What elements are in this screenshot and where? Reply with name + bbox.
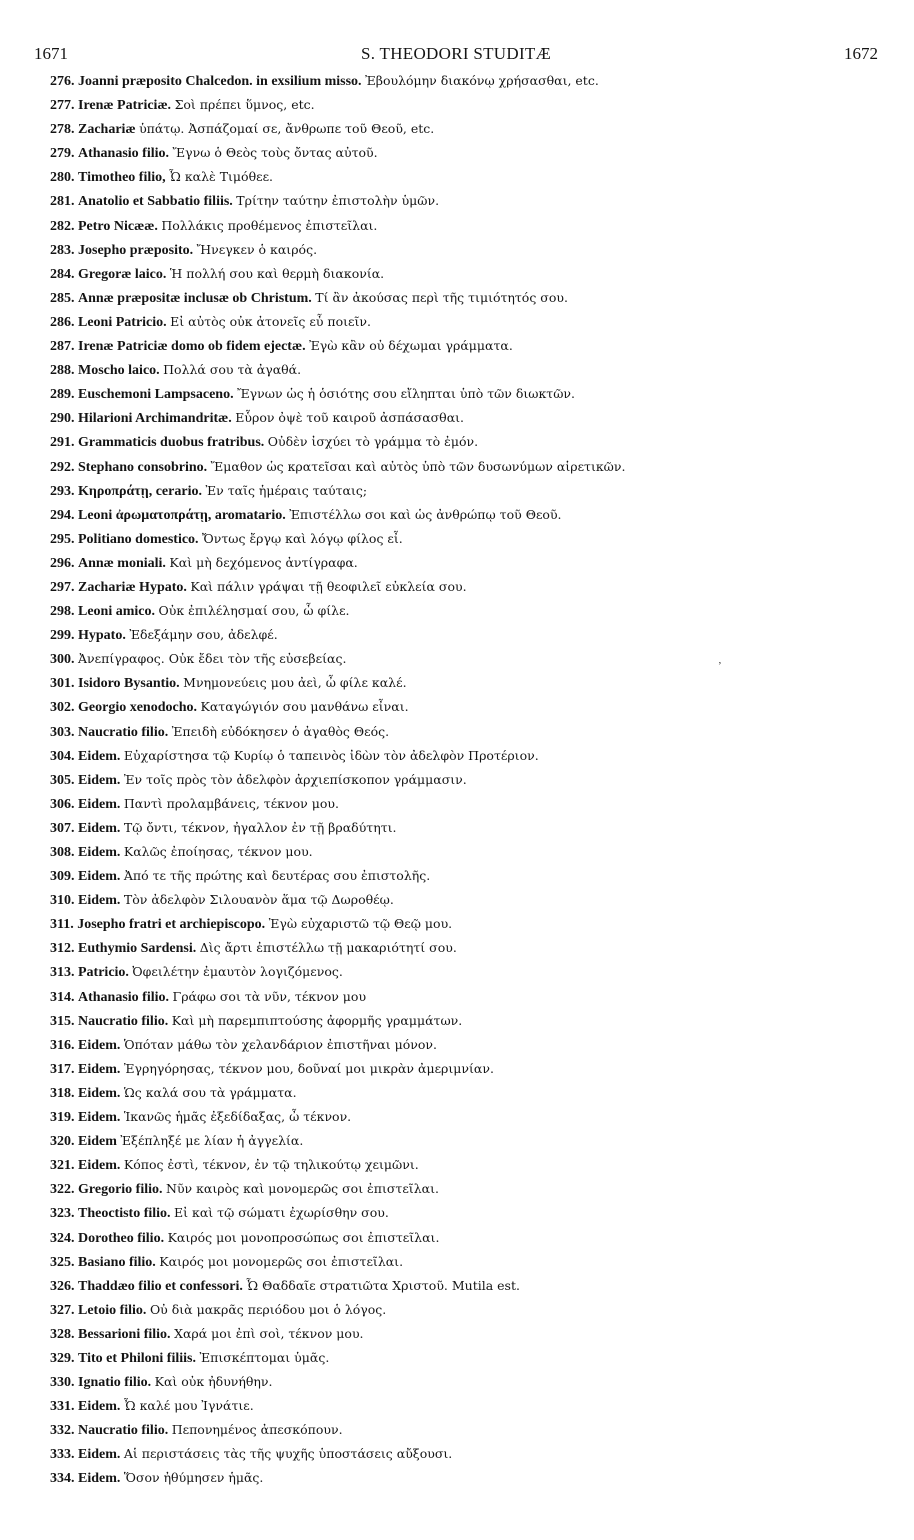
letter-entry (50, 671, 900, 695)
entry-recipient: Eidem. (78, 820, 121, 836)
entry-number: 322. (50, 1182, 75, 1198)
letter-entry (50, 214, 900, 238)
letter-entry (50, 695, 900, 719)
letter-entry (50, 1274, 900, 1298)
entry-incipit: Τί ἂν ἀκούσας περὶ τῆς τιμιότητός σου. (315, 289, 568, 305)
letter-entry (50, 165, 900, 189)
entry-incipit: Πολλά σου τὰ ἀγαθά. (163, 362, 302, 378)
entry-number: 306. (50, 796, 75, 812)
entry-number: 329. (50, 1350, 75, 1366)
entry-incipit: Ὀφειλέτην ἐμαυτὸν λογιζόμενος. (132, 964, 343, 980)
entry-incipit: Ἐπιστέλλω σοι καὶ ὡς ἀνθρώπῳ τοῦ Θεοῦ. (289, 506, 562, 522)
letter-entry (50, 141, 900, 165)
entry-recipient: Stephano consobrino. (78, 459, 208, 475)
entry-number: 290. (50, 411, 75, 427)
letter-entry (50, 1370, 900, 1394)
entry-recipient: Naucratio filio. (78, 724, 169, 740)
letter-entry (50, 1201, 900, 1225)
letter-entry (50, 1081, 900, 1105)
letter-entry (50, 792, 900, 816)
entry-recipient: Irenæ Patriciæ. (78, 98, 172, 114)
entry-number: 283. (50, 242, 75, 258)
entry-recipient: Anatolio et Sabbatio filiis. (78, 194, 233, 210)
letter-entry (50, 575, 900, 599)
entry-number: 305. (50, 772, 75, 788)
entry-recipient: Annæ moniali. (78, 555, 166, 571)
entry-incipit: Εἰ αὐτὸς οὐκ ἀτονεῖς εὖ ποιεῖν. (170, 313, 371, 329)
entry-recipient: Leoni Patricio. (78, 314, 167, 330)
letter-entry (50, 816, 900, 840)
entry-incipit: Ἐδεξάμην σου, ἀδελφέ. (129, 627, 278, 643)
letter-entry (50, 1250, 900, 1274)
entry-recipient: Eidem. (78, 1085, 121, 1101)
entry-incipit: Οὐκ ἐπιλέλησμαί σου, ὦ φίλε. (158, 603, 350, 619)
entry-recipient: Eidem (78, 1134, 117, 1150)
entry-recipient: Eidem. (78, 1110, 121, 1126)
entry-incipit: Καιρός μοι μονοπροσώπως σοι ἐπιστεῖλαι. (167, 1229, 440, 1245)
entry-recipient: Annæ præpositæ inclusæ ob Christum. (78, 290, 312, 306)
entry-recipient: Naucratio filio. (78, 1423, 169, 1439)
entry-recipient: Joanni præposito Chalcedon. in exsilium misso. (78, 74, 362, 89)
letter-entry (50, 334, 900, 358)
entry-number: 313. (50, 965, 75, 981)
letter-entry (50, 1033, 900, 1057)
letter-entry (50, 117, 900, 141)
entry-number: 282. (50, 218, 75, 234)
entry-incipit: Τῷ ὄντι, τέκνον, ἠγαλλον ἐν τῇ βραδύτητι. (123, 819, 397, 835)
entry-number: 296. (50, 555, 75, 571)
entry-recipient: Letoio filio. (78, 1302, 147, 1318)
entry-incipit: Ἐξέπληξέ με λίαν ἡ ἀγγελία. (120, 1133, 304, 1149)
entry-number: 278. (50, 122, 75, 138)
entry-incipit: Ἔγνω ὁ Θεὸς τοὺς ὄντας αὐτοῦ. (172, 145, 378, 161)
entry-number: 309. (50, 869, 75, 885)
letter-entry (50, 768, 900, 792)
entry-incipit: Ὦ καλὲ Τιμόθεε. (169, 169, 274, 185)
letter-entry (50, 189, 900, 213)
letter-entry (50, 1466, 900, 1490)
entry-recipient: Theoctisto filio. (78, 1206, 171, 1222)
entry-incipit: Γράφω σοι τὰ νῦν, τέκνον μου (172, 988, 367, 1004)
letter-entry (50, 647, 900, 671)
entry-incipit: Ἤνεγκεν ὁ καιρός. (196, 241, 318, 257)
entry-number: 303. (50, 724, 75, 740)
entry-number: 326. (50, 1278, 75, 1294)
entry-incipit: Ἐπειδὴ εὐδόκησεν ὁ ἀγαθὸς Θεός. (171, 723, 390, 739)
letter-entry (50, 262, 900, 286)
entry-number: 292. (50, 459, 75, 475)
entry-incipit: Εὐχαρίστησα τῷ Κυρίῳ ὁ ταπεινὸς ἰδὼν τὸν ἀδελφὸν Προτέριον. (123, 747, 539, 763)
entry-incipit: Ἐν ταῖς ἡμέραις ταύταις; (205, 482, 368, 498)
entry-incipit: Ἱκανῶς ἡμᾶς ἐξεδίδαξας, ὦ τέκνον. (123, 1109, 352, 1125)
entry-incipit: Τρίτην ταύτην ἐπιστολὴν ὑμῶν. (236, 193, 440, 209)
entry-number: 280. (50, 170, 75, 186)
entry-incipit: Ἡ πολλή σου καὶ θερμὴ διακονία. (169, 265, 385, 281)
entry-incipit: Πολλάκις προθέμενος ἐπιστεῖλαι. (161, 217, 378, 233)
entry-incipit: Ἐγρηγόρησας, τέκνον μου, δοῦναί μοι μικρὰν ἀμεριμνίαν. (123, 1060, 494, 1076)
entry-number: 314. (50, 989, 75, 1005)
entry-incipit: Κόπος ἐστὶ, τέκνον, ἐν τῷ τηλικούτῳ χειμῶνι. (123, 1157, 419, 1173)
entry-number: 318. (50, 1085, 75, 1101)
entry-incipit: ὑπάτῳ. Ἀσπάζομαί σε, ἄνθρωπε τοῦ Θεοῦ, etc. (139, 121, 435, 137)
letter-entry (50, 744, 900, 768)
entry-recipient: Thaddæo filio et confessori. (78, 1278, 243, 1294)
entry-incipit: Καιρός μοι μονομερῶς σοι ἐπιστεῖλαι. (159, 1253, 404, 1269)
letter-entry (50, 1009, 900, 1033)
entry-incipit: Ὦ Θαδδαῖε στρατιῶτα Χριστοῦ. Mutila est. (246, 1277, 520, 1293)
entry-recipient: Κηροπράτῃ, cerario. (78, 483, 202, 499)
entry-recipient: Georgio xenodocho. (78, 700, 197, 716)
entry-number: 325. (50, 1254, 75, 1270)
letter-entry (50, 1322, 900, 1346)
entry-recipient: Eidem. (78, 1061, 121, 1077)
entry-number: 321. (50, 1158, 75, 1174)
entry-recipient: Grammaticis duobus fratribus. (78, 435, 265, 451)
running-title: S. THEODORI STUDITÆ (360, 44, 552, 63)
entry-number: 300. (50, 652, 75, 668)
entry-recipient: Eidem. (78, 1471, 121, 1487)
entry-recipient: Eidem. (78, 869, 121, 885)
entry-number: 328. (50, 1326, 75, 1342)
entry-recipient: Bessarioni filio. (78, 1326, 171, 1342)
letter-index-list (50, 69, 900, 1491)
letter-entry (50, 936, 900, 960)
entry-incipit: Οὐδὲν ἰσχύει τὸ γράμμα τὸ ἐμόν. (267, 434, 479, 450)
entry-number: 284. (50, 266, 75, 282)
entry-recipient: Josepho præposito. (78, 242, 194, 258)
entry-recipient: Tito et Philoni filiis. (78, 1350, 196, 1366)
letter-entry (50, 1394, 900, 1418)
letter-entry (50, 1442, 900, 1466)
entry-number: 297. (50, 579, 75, 595)
letter-entry (50, 1346, 900, 1370)
entry-incipit: Καὶ πάλιν γράψαι τῇ θεοφιλεῖ εὐκλεία σου. (190, 578, 467, 594)
entry-recipient: Dorotheo filio. (78, 1230, 165, 1246)
letter-entry (50, 1226, 900, 1250)
letter-entry (50, 960, 900, 984)
entry-number: 307. (50, 820, 75, 836)
entry-number: 288. (50, 363, 75, 379)
entry-incipit: Πεπονημένος ἀπεσκόπουν. (171, 1422, 343, 1438)
entry-incipit: Καὶ οὐκ ἠδυνήθην. (154, 1374, 273, 1390)
entry-recipient: Gregoræ laico. (78, 266, 167, 282)
letter-entry (50, 286, 900, 310)
entry-incipit: Οὐ διὰ μακρᾶς περιόδου μοι ὁ λόγος. (149, 1301, 387, 1317)
entry-incipit: Ἐπισκέπτομαι ὑμᾶς. (199, 1349, 330, 1365)
entry-incipit: Ὄντως ἔργῳ καὶ λόγῳ φίλος εἶ. (202, 530, 403, 546)
entry-incipit: Ὡς καλά σου τὰ γράμματα. (123, 1084, 297, 1100)
entry-recipient: Isidoro Bysantio. (78, 676, 180, 692)
entry-incipit: Αἱ περιστάσεις τὰς τῆς ψυχῆς ὑποστάσεις αὔξουσι. (123, 1446, 453, 1462)
entry-number: 319. (50, 1110, 75, 1126)
entry-recipient: Eidem. (78, 796, 121, 812)
letter-entry (50, 1177, 900, 1201)
letter-entry (50, 238, 900, 262)
entry-number: 327. (50, 1302, 75, 1318)
entry-recipient: Eidem. (78, 772, 121, 788)
entry-incipit: Ὦ καλέ μου Ἰγνάτιε. (123, 1398, 254, 1414)
entry-incipit: Καλῶς ἐποίησας, τέκνον μου. (123, 844, 313, 859)
entry-recipient: Politiano domestico. (78, 531, 199, 547)
entry-recipient: Euschemoni Lampsaceno. (78, 387, 234, 403)
letter-entry (50, 1129, 900, 1153)
entry-number: 286. (50, 314, 75, 330)
letter-entry (50, 864, 900, 888)
entry-recipient: Basiano filio. (78, 1254, 156, 1270)
entry-incipit: Ἔμαθον ὡς κρατεῖσαι καὶ αὐτὸς ὑπὸ τῶν δυσωνύμων αἱρετικῶν. (210, 458, 626, 474)
entry-number: 315. (50, 1013, 75, 1029)
entry-recipient: Eidem. (78, 748, 121, 764)
letter-entry (50, 985, 900, 1009)
entry-recipient: Eidem. (78, 1037, 121, 1053)
page-header (34, 40, 878, 68)
entry-number: 294. (50, 507, 75, 523)
letter-entry (50, 382, 900, 406)
entry-incipit: Ἐγὼ κἂν οὐ δέχωμαι γράμματα. (309, 338, 513, 354)
letter-entry (50, 1153, 900, 1177)
entry-incipit: Σοὶ πρέπει ὕμνος, etc. (174, 97, 315, 113)
entry-number: 310. (50, 893, 75, 909)
entry-number: 316. (50, 1037, 75, 1053)
entry-recipient: Eidem. (78, 1158, 121, 1174)
entry-recipient: Zachariæ (78, 122, 136, 138)
entry-number: 324. (50, 1230, 75, 1246)
entry-incipit: Νῦν καιρὸς καὶ μονομερῶς σοι ἐπιστεῖλαι. (166, 1181, 439, 1197)
entry-recipient: Eidem. (78, 845, 121, 860)
letter-entry (50, 69, 900, 93)
entry-recipient: Moscho laico. (78, 363, 160, 379)
letter-entry (50, 93, 900, 117)
entry-incipit: Ἔγνων ὡς ἡ ὁσιότης σου εἴληπται ὑπὸ τῶν διωκτῶν. (237, 386, 575, 402)
letter-entry (50, 840, 900, 864)
entry-incipit: Εὗρον ὀψὲ τοῦ καιροῦ ἀσπάσασθαι. (235, 410, 465, 426)
entry-number: 308. (50, 845, 75, 860)
letter-entry (50, 1298, 900, 1322)
letter-entry (50, 527, 900, 551)
letter-entry (50, 1057, 900, 1081)
entry-recipient: Leoni ἀρωματοπράτῃ, aromatario. (78, 507, 286, 523)
entry-recipient: Gregorio filio. (78, 1182, 163, 1198)
letter-entry (50, 720, 900, 744)
entry-incipit: Ἀνεπίγραφος. Οὐκ ἔδει τὸν τῆς εὐσεβείας. (78, 651, 347, 667)
entry-recipient: Petro Nicææ. (78, 218, 158, 234)
entry-number: 277. (50, 98, 75, 114)
letter-entry (50, 503, 900, 527)
entry-number: 276. (50, 74, 75, 89)
entry-recipient: Athanasio filio. (78, 146, 170, 162)
entry-incipit: Παντὶ προλαμβάνεις, τέκνον μου. (123, 795, 339, 811)
entry-recipient: Eidem. (78, 1447, 121, 1463)
entry-number: 289. (50, 387, 75, 403)
entry-recipient: Leoni amico. (78, 604, 155, 620)
entry-recipient: Irenæ Patriciæ domo ob fidem ejectæ. (78, 339, 306, 355)
letter-entry (50, 623, 900, 647)
entry-incipit: Δὶς ἄρτι ἐπιστέλλω τῇ μακαριότητί σου. (199, 940, 457, 956)
entry-number: 312. (50, 941, 75, 957)
entry-number: 301. (50, 676, 75, 692)
entry-incipit: Καὶ μὴ δεχόμενος ἀντίγραφα. (169, 554, 358, 570)
entry-recipient: Eidem. (78, 893, 121, 909)
entry-number: 334. (50, 1471, 75, 1487)
letter-entry (50, 888, 900, 912)
left-column-number: 1671 (34, 44, 68, 63)
letter-entry (50, 479, 900, 503)
entry-number: 333. (50, 1447, 75, 1463)
entry-number: 302. (50, 700, 75, 716)
entry-number: 330. (50, 1375, 75, 1391)
entry-incipit: Χαρά μοι ἐπὶ σοὶ, τέκνον μου. (174, 1325, 364, 1341)
letter-entry (50, 430, 900, 454)
entry-recipient: Hypato. (78, 628, 126, 644)
letter-entry (50, 358, 900, 382)
letter-entry (50, 551, 900, 575)
entry-incipit: Ἀπό τε τῆς πρώτης καὶ δευτέρας σου ἐπιστολῆς. (123, 868, 431, 884)
entry-incipit: Ἐν τοῖς πρὸς τὸν ἀδελφὸν ἀρχιεπίσκοπον γράμμασιν. (123, 771, 467, 787)
entry-recipient: Naucratio filio. (78, 1013, 169, 1029)
letter-entry (50, 599, 900, 623)
entry-incipit: Εἰ καὶ τῷ σώματι ἐχωρίσθην σου. (174, 1205, 389, 1221)
entry-number: 279. (50, 146, 75, 162)
right-column-number: 1672 (844, 44, 878, 63)
entry-number: 298. (50, 604, 75, 620)
entry-number: 320. (50, 1134, 75, 1150)
entry-incipit: Καταγώγιόν σου μανθάνω εἶναι. (200, 699, 409, 715)
entry-number: 287. (50, 339, 75, 355)
letter-entry (50, 912, 900, 936)
entry-number: 311. (50, 917, 74, 933)
letter-entry (50, 455, 900, 479)
entry-number: 293. (50, 483, 75, 499)
entry-incipit: Ἐβουλόμην διακόνῳ χρήσασθαι, etc. (365, 73, 599, 88)
entry-recipient: Zachariæ Hypato. (78, 579, 187, 595)
entry-incipit: Ὁπόταν μάθω τὸν χελανδάριον ἐπιστῆναι μόνον. (123, 1036, 437, 1052)
print-speck: ʼ (718, 660, 722, 672)
letter-entry (50, 1105, 900, 1129)
entry-recipient: Athanasio filio. (78, 989, 170, 1005)
letter-entry (50, 1418, 900, 1442)
entry-recipient: Timotheo filio, (78, 170, 166, 186)
entry-recipient: Josepho fratri et archiepiscopo. (77, 917, 266, 933)
entry-recipient: Hilarioni Archimandritæ. (78, 411, 232, 427)
entry-incipit: Τὸν ἀδελφὸν Σιλουανὸν ἅμα τῷ Δωροθέῳ. (123, 892, 394, 908)
entry-recipient: Eidem. (78, 1399, 121, 1415)
entry-incipit: Καὶ μὴ παρεμπιπτούσης ἀφορμῆς γραμμάτων. (171, 1012, 463, 1028)
entry-number: 304. (50, 748, 75, 764)
entry-number: 317. (50, 1061, 75, 1077)
entry-number: 331. (50, 1399, 75, 1415)
entry-number: 323. (50, 1206, 75, 1222)
entry-incipit: Ἐγὼ εὐχαριστῶ τῷ Θεῷ μου. (268, 916, 453, 932)
entry-number: 332. (50, 1423, 75, 1439)
entry-number: 285. (50, 290, 75, 306)
entry-recipient: Euthymio Sardensi. (78, 941, 197, 957)
entry-number: 281. (50, 194, 75, 210)
entry-incipit: Ὅσον ἠθύμησεν ἡμᾶς. (123, 1470, 264, 1486)
entry-number: 299. (50, 628, 75, 644)
entry-recipient: Ignatio filio. (78, 1375, 152, 1391)
letter-entry (50, 406, 900, 430)
entry-number: 291. (50, 435, 75, 451)
entry-incipit: Μνημονεύεις μου ἀεὶ, ὦ φίλε καλέ. (183, 675, 407, 691)
letter-entry (50, 310, 900, 334)
entry-recipient: Patricio. (78, 965, 129, 981)
entry-number: 295. (50, 531, 75, 547)
